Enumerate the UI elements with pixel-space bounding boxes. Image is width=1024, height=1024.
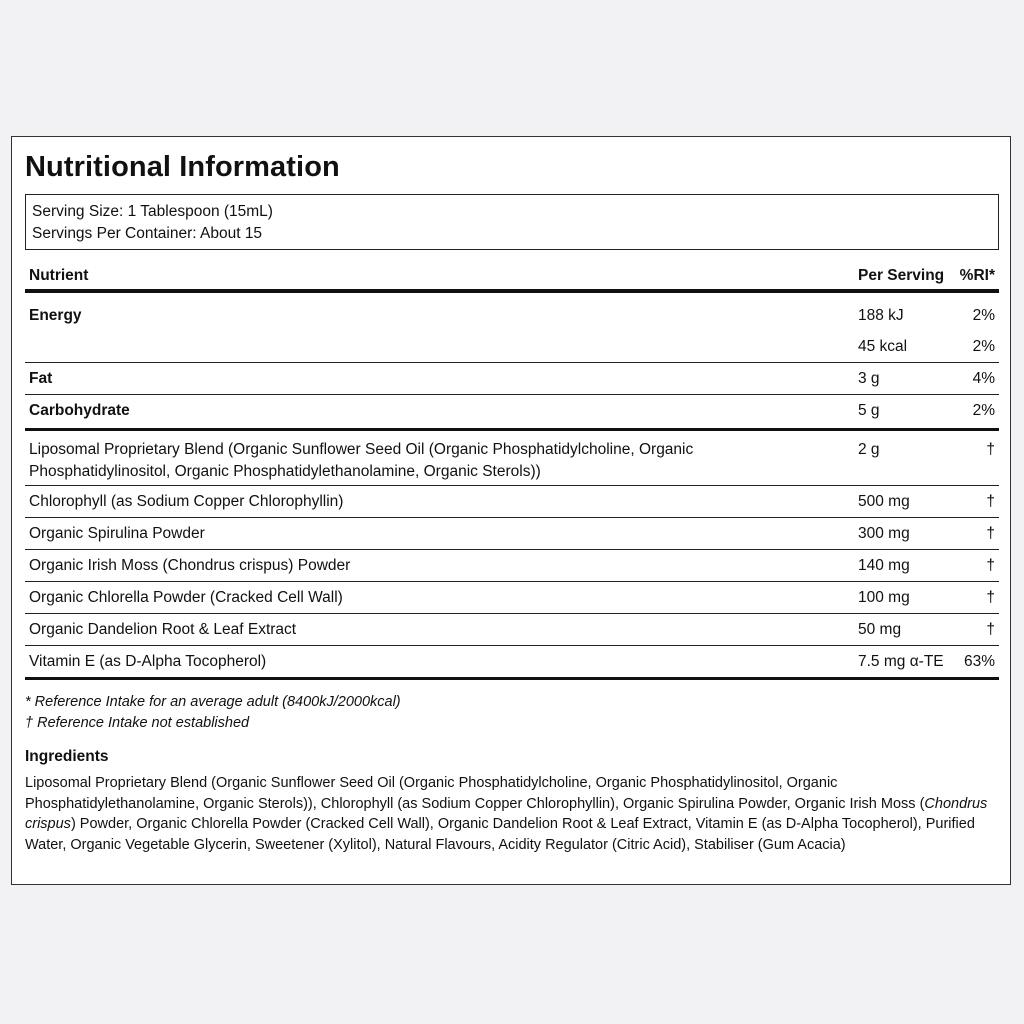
liposomal-value: 2 g — [858, 441, 880, 458]
liposomal-label-line2: Phosphatidylinositol, Organic Phosphatidylethanolamine, Organic Sterols)) — [29, 463, 541, 480]
nutrient-label: Organic Dandelion Root & Leaf Extract — [29, 621, 297, 638]
nutrient-ri: † — [986, 621, 995, 638]
nutrient-ri: † — [986, 493, 995, 510]
ingredients-italic-species: Chondrus crispus — [25, 795, 988, 832]
carbohydrate-label: Carbohydrate — [29, 402, 130, 419]
nutrient-value: 140 mg — [858, 557, 910, 574]
nutrient-label: Chlorophyll (as Sodium Copper Chlorophyllin) — [29, 493, 344, 510]
serving-info-box — [25, 194, 999, 250]
energy-kcal-ri: 2% — [972, 338, 995, 355]
page-title: Nutritional Information — [25, 151, 340, 183]
table-row — [25, 614, 999, 646]
nutrient-ri: 63% — [963, 653, 995, 670]
nutrient-value: 100 mg — [858, 589, 910, 606]
energy-kcal: 45 kcal — [858, 338, 908, 355]
energy-kj: 188 kJ — [858, 307, 904, 324]
nutrient-value: 50 mg — [858, 621, 902, 638]
footnote-dagger: † Reference Intake not established — [25, 715, 250, 731]
header-nutrient: Nutrient — [29, 267, 89, 284]
table-header-row — [25, 261, 999, 293]
ingredients-part1: Liposomal Proprietary Blend (Organic Sunflower Seed Oil (Organic Phosphatidylcholine, Organic Phosphatidylinositol, Organic Phosphatidylethanolamine, Organic Sterols)), Chlorophyll (as Sodium Copper Chlorophyllin), Organic Spirulina Powder, Organic Irish Moss ( — [25, 775, 925, 812]
table-row — [25, 550, 999, 582]
fat-label: Fat — [29, 370, 53, 387]
nutrient-label: Organic Spirulina Powder — [29, 525, 205, 542]
energy-kj-ri: 2% — [972, 307, 995, 324]
nutrient-label: Organic Irish Moss (Chondrus crispus) Powder — [29, 557, 351, 574]
nutrient-value: 300 mg — [858, 525, 910, 542]
nutrient-ri: † — [986, 557, 995, 574]
header-per-serving: Per Serving — [858, 267, 945, 284]
fat-value: 3 g — [858, 370, 880, 387]
serving-size: Serving Size: 1 Tablespoon (15mL) — [32, 203, 273, 220]
nutrient-ri: † — [986, 525, 995, 542]
table-row-carbohydrate — [25, 395, 999, 431]
energy-label: Energy — [29, 307, 82, 324]
nutrient-label: Vitamin E (as D-Alpha Tocopherol) — [29, 653, 267, 670]
nutrition-table — [25, 261, 999, 680]
fat-ri: 4% — [972, 370, 995, 387]
carbohydrate-value: 5 g — [858, 402, 880, 419]
table-row-liposomal-blend — [25, 431, 999, 486]
table-row-energy — [25, 293, 999, 363]
nutrient-label: Organic Chlorella Powder (Cracked Cell Wall) — [29, 589, 343, 606]
ingredients-title: Ingredients — [25, 748, 109, 765]
table-row — [25, 646, 999, 680]
liposomal-ri: † — [986, 441, 995, 458]
table-row-fat — [25, 363, 999, 395]
table-row — [25, 518, 999, 550]
ingredients-text — [25, 773, 1000, 855]
footnote-ri: * Reference Intake for an average adult (8400kJ/2000kcal) — [25, 694, 401, 710]
nutrient-value: 500 mg — [858, 493, 910, 510]
ingredients-part2: ) Powder, Organic Chlorella Powder (Cracked Cell Wall), Organic Dandelion Root & Leaf Extract, Vitamin E (as D-Alpha Tocopherol), Purified Water, Organic Vegetable Glycerin, Sweetener (Xylitol), Natural Flavours, Acidity Regulator (Citric Acid), Stabiliser (Gum Acacia) — [25, 816, 975, 853]
servings-per-container: Servings Per Container: About 15 — [32, 225, 263, 242]
table-row — [25, 486, 999, 518]
nutrition-panel — [11, 136, 1011, 885]
nutrient-ri: † — [986, 589, 995, 606]
carbohydrate-ri: 2% — [972, 402, 995, 419]
nutrient-value: 7.5 mg α-TE — [858, 653, 944, 670]
liposomal-label-line1: Liposomal Proprietary Blend (Organic Sunflower Seed Oil (Organic Phosphatidylcholine, Organic — [29, 441, 694, 458]
liposomal-label — [29, 439, 693, 483]
table-row — [25, 582, 999, 614]
header-ri: %RI* — [959, 267, 995, 284]
footnotes — [25, 692, 401, 734]
